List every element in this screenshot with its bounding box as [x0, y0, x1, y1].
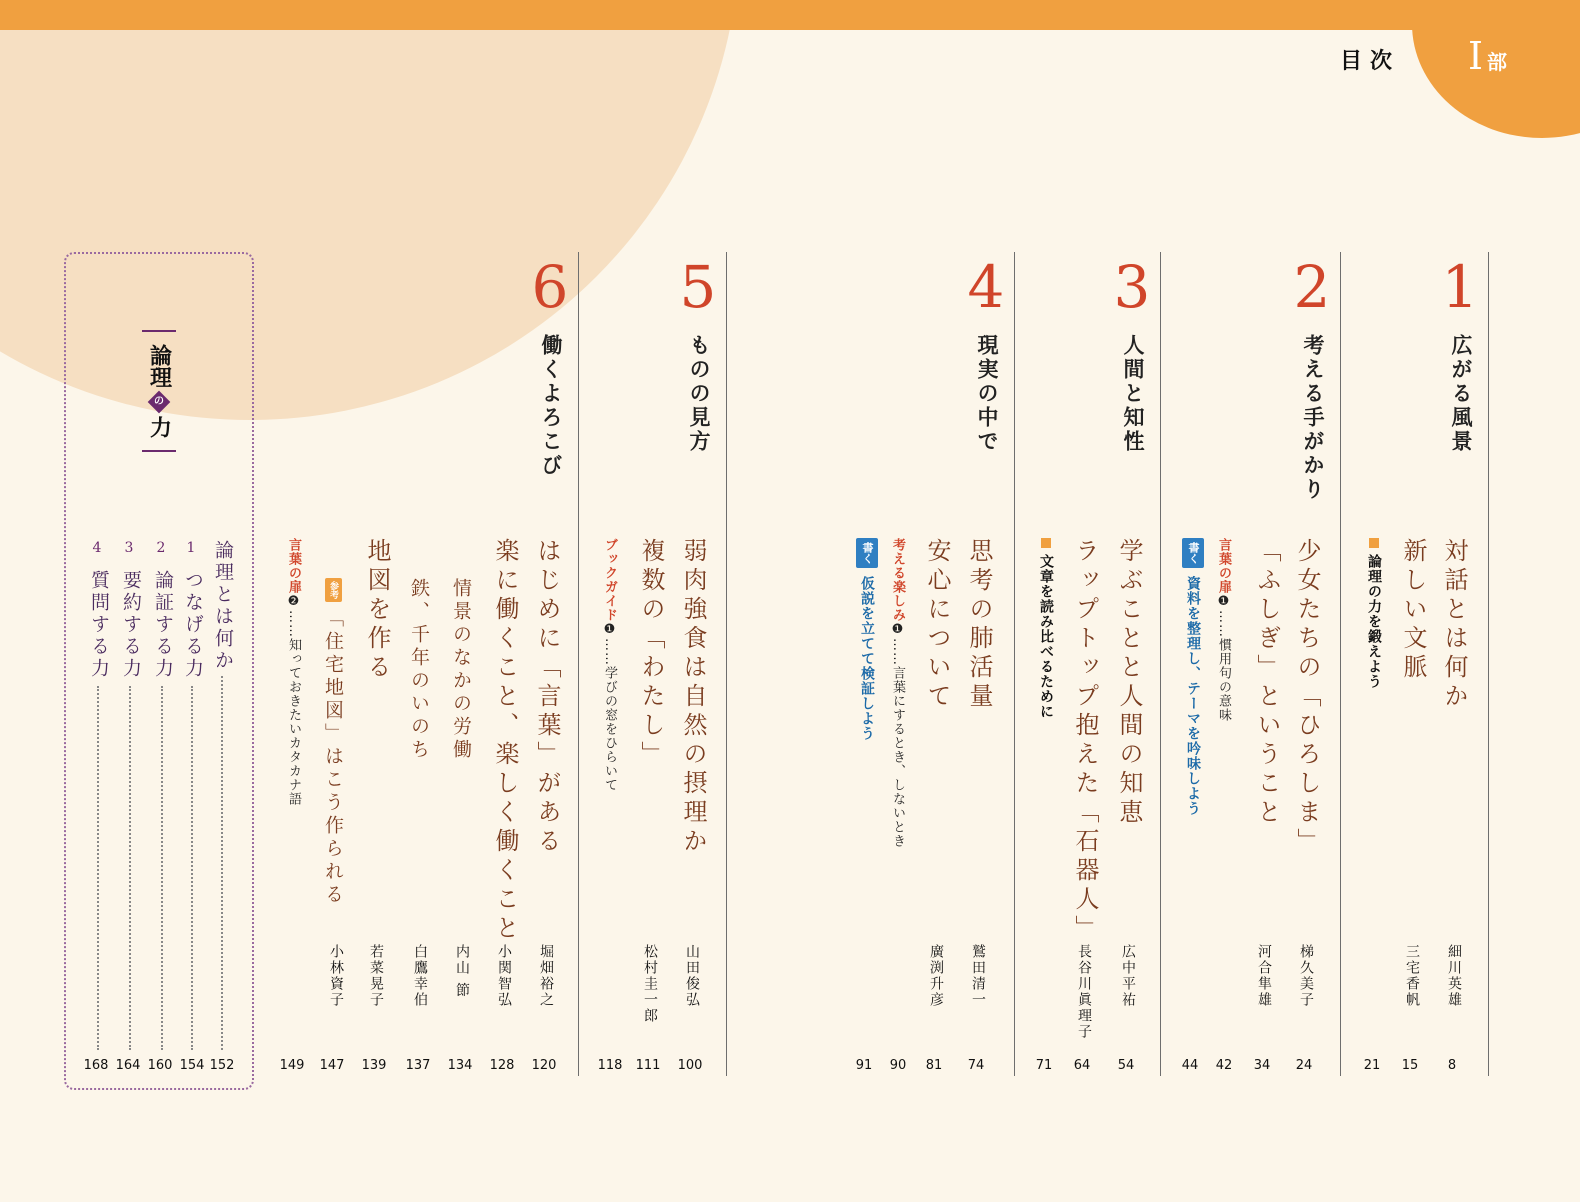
- special-tag: 考える楽しみ: [890, 538, 905, 622]
- column-divider: [1488, 252, 1489, 1076]
- entry-title[interactable]: 少女たちの「ひろしま」: [1293, 538, 1321, 857]
- entry-author: 廣渕升彦: [928, 944, 944, 1008]
- logic-title-bottom: 力: [146, 416, 172, 438]
- square-bullet-icon: [1369, 538, 1379, 548]
- logic-number: 1: [186, 540, 196, 556]
- logic-page: 154: [179, 1058, 205, 1073]
- entry-page: 8: [1447, 1058, 1457, 1073]
- entry-author: 若菜晃子: [368, 944, 384, 1008]
- kaku-text: 資料を整理し、テーマを吟味しよう: [1185, 576, 1201, 816]
- special-item[interactable]: [600, 538, 619, 792]
- entry-title[interactable]: 弱肉強食は自然の摂理か: [679, 538, 707, 857]
- entry-author: 広中平祐: [1120, 944, 1136, 1008]
- entry-page: 42: [1215, 1058, 1233, 1073]
- entry-author: 梯久美子: [1298, 944, 1314, 1008]
- special-item[interactable]: [284, 538, 303, 806]
- chapter-title: 考える手がかり: [1301, 334, 1325, 502]
- circled-number: ❶: [1216, 594, 1231, 610]
- entry-page: 120: [531, 1058, 557, 1073]
- logic-number: 2: [156, 540, 166, 556]
- special-item[interactable]: [1214, 538, 1233, 722]
- entry-author: 小林資子: [328, 944, 344, 1008]
- logic-title: [142, 330, 176, 452]
- chapter-title: ものの見方: [687, 334, 711, 454]
- leader-dots: [221, 676, 223, 1050]
- leader-dots: [191, 686, 193, 1050]
- entry-page: 15: [1401, 1058, 1419, 1073]
- circled-number: ❶: [890, 622, 905, 638]
- column-divider: [1340, 252, 1341, 1076]
- note-text: 文章を読み比べるために: [1038, 554, 1054, 719]
- entry-page: 128: [489, 1058, 515, 1073]
- logic-item[interactable]: つなげる力: [182, 570, 204, 680]
- entry-page: 149: [279, 1058, 305, 1073]
- square-bullet-icon: [1041, 538, 1051, 548]
- chapter-title: 広がる風景: [1449, 334, 1473, 454]
- special-tag: ブックガイド: [602, 538, 617, 622]
- logic-page: 164: [115, 1058, 141, 1073]
- chapter-number: 1: [1441, 253, 1479, 321]
- entry-title[interactable]: 複数の「わたし」: [637, 538, 665, 770]
- part-roman: I: [1468, 34, 1484, 78]
- logic-number: 3: [124, 540, 134, 556]
- entry-author: 堀畑裕之: [538, 944, 554, 1008]
- chapter-number: 3: [1113, 253, 1151, 321]
- entry-author: 内山 節: [454, 944, 470, 999]
- sanko-badge: 参考: [325, 578, 342, 602]
- chapter-title: 働くよろこび: [539, 334, 563, 478]
- entry-author: 山田俊弘: [684, 944, 700, 1008]
- logic-item[interactable]: 要約する力: [120, 570, 142, 680]
- chapter-number: 5: [679, 253, 717, 321]
- kaku-text: 仮説を立てて検証しよう: [859, 576, 875, 741]
- dots: ……: [890, 638, 905, 666]
- entry-page: 137: [405, 1058, 431, 1073]
- entry-title[interactable]: 鉄、千年のいのち: [408, 578, 430, 762]
- entry-title[interactable]: 「ふしぎ」ということ: [1253, 538, 1281, 828]
- logic-item[interactable]: 質問する力: [88, 570, 110, 680]
- logic-page: 168: [83, 1058, 109, 1073]
- note-text: 論理の力を鍛えよう: [1366, 554, 1382, 689]
- entry-page: 81: [925, 1058, 943, 1073]
- entry-title[interactable]: 地図を作る: [363, 538, 391, 683]
- kaku-item[interactable]: [856, 538, 878, 741]
- entry-author: 河合隼雄: [1256, 944, 1272, 1008]
- chapter-number: 4: [967, 253, 1005, 321]
- entry-title[interactable]: 情景のなかの労働: [450, 578, 472, 762]
- entry-page: 147: [319, 1058, 345, 1073]
- leader-dots: [161, 686, 163, 1050]
- dots: ……: [286, 610, 301, 638]
- entry-page: 91: [855, 1058, 873, 1073]
- chapter-number: 6: [531, 253, 569, 321]
- entry-page: 54: [1117, 1058, 1135, 1073]
- sanko-item[interactable]: [320, 578, 347, 907]
- special-item[interactable]: [888, 538, 907, 848]
- entry-title[interactable]: 新しい文脈: [1399, 538, 1427, 683]
- column-divider: [1014, 252, 1015, 1076]
- entry-page: 90: [889, 1058, 907, 1073]
- entry-title[interactable]: 対話とは何か: [1440, 538, 1468, 712]
- entry-page: 118: [597, 1058, 623, 1073]
- entry-page: 71: [1035, 1058, 1053, 1073]
- entry-page: 74: [967, 1058, 985, 1073]
- entry-title[interactable]: 楽に働くこと、楽しく働くこと: [491, 538, 519, 944]
- special-text: 言葉にするとき、しないとき: [890, 666, 905, 848]
- entry-title[interactable]: 学ぶことと人間の知恵: [1115, 538, 1143, 828]
- entry-page: 21: [1363, 1058, 1381, 1073]
- kaku-badge: 書く: [856, 538, 878, 568]
- kaku-badge: 書く: [1182, 538, 1204, 568]
- part-suffix: 部: [1487, 50, 1508, 74]
- entry-author: 白鷹幸伯: [412, 944, 428, 1008]
- special-text: 知っておきたいカタカナ語: [286, 638, 301, 806]
- logic-item[interactable]: 論理とは何か: [212, 540, 234, 672]
- entry-page: 139: [361, 1058, 387, 1073]
- leader-dots: [129, 686, 131, 1050]
- entry-author: 細川英雄: [1446, 944, 1462, 1008]
- entry-title[interactable]: 安心について: [923, 538, 951, 712]
- entry-author: 松村圭一郎: [642, 944, 658, 1024]
- special-text: 学びの窓をひらいて: [602, 666, 617, 792]
- special-tag: 言葉の扉: [1216, 538, 1231, 594]
- column-divider: [726, 252, 727, 1076]
- entry-author: 小関智弘: [496, 944, 512, 1008]
- logic-number: 4: [92, 540, 102, 556]
- entry-page: 134: [447, 1058, 473, 1073]
- entry-author: 長谷川眞理子: [1076, 944, 1092, 1040]
- column-divider: [578, 252, 579, 1076]
- part-label: [1468, 34, 1507, 78]
- note-item[interactable]: [1364, 538, 1384, 689]
- leader-dots: [97, 686, 99, 1050]
- entry-title[interactable]: はじめに「言葉」がある: [533, 538, 561, 857]
- entry-page: 34: [1253, 1058, 1271, 1073]
- entry-page: 44: [1181, 1058, 1199, 1073]
- entry-page: 24: [1295, 1058, 1313, 1073]
- note-item[interactable]: [1036, 538, 1056, 719]
- entry-page: 100: [677, 1058, 703, 1073]
- column-divider: [1160, 252, 1161, 1076]
- chapter-number: 2: [1293, 253, 1331, 321]
- logic-title-no: の: [154, 396, 164, 407]
- entry-title[interactable]: ラップトップ抱えた「石器人」: [1071, 538, 1099, 944]
- dots: ……: [1216, 610, 1231, 638]
- dots: ……: [602, 638, 617, 666]
- logic-title-top: 論理: [146, 344, 172, 388]
- entry-author: 鷲田清一: [970, 944, 986, 1008]
- circled-number: ❷: [286, 594, 301, 610]
- entry-title: 「住宅地図」はこう作られる: [322, 608, 344, 907]
- entry-page: 64: [1073, 1058, 1091, 1073]
- special-tag: 言葉の扉: [286, 538, 301, 594]
- logic-item[interactable]: 論証する力: [152, 570, 174, 680]
- logic-page: 160: [147, 1058, 173, 1073]
- chapter-title: 現実の中で: [975, 334, 999, 454]
- logic-title-diamond: [148, 391, 171, 414]
- entry-page: 111: [635, 1058, 661, 1073]
- top-band: [0, 0, 1580, 30]
- chapter-title: 人間と知性: [1121, 334, 1145, 454]
- special-text: 慣用句の意味: [1216, 638, 1231, 722]
- entry-title[interactable]: 思考の肺活量: [965, 538, 993, 712]
- kaku-item[interactable]: [1182, 538, 1204, 816]
- circled-number: ❶: [602, 622, 617, 638]
- logic-page: 152: [209, 1058, 235, 1073]
- entry-author: 三宅香帆: [1404, 944, 1420, 1008]
- toc-heading: 目次: [1340, 49, 1401, 74]
